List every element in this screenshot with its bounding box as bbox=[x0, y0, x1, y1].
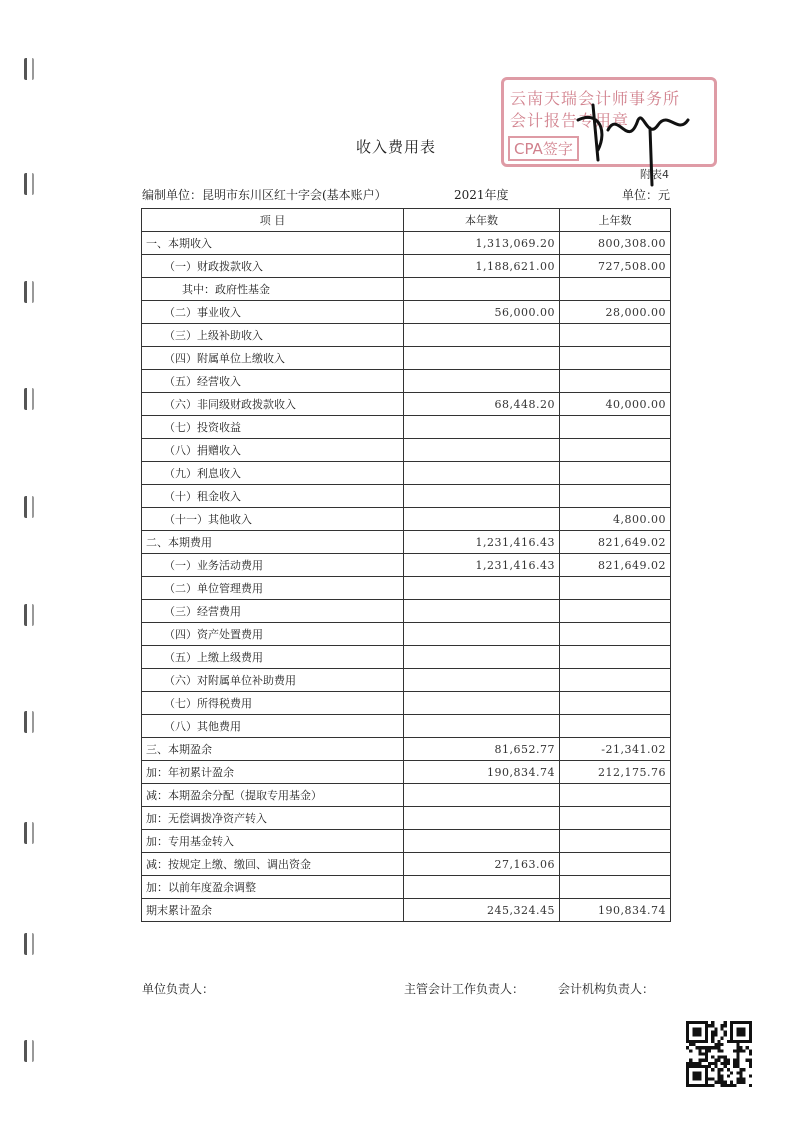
table-row bbox=[142, 669, 671, 692]
row-item-label: 减：按规定上缴、缴回、调出资金 bbox=[142, 853, 404, 876]
row-item-label: （十）租金收入 bbox=[142, 485, 404, 508]
row-previous-year-value bbox=[560, 278, 671, 301]
row-previous-year-value: -21,341.02 bbox=[560, 738, 671, 761]
row-current-year-value bbox=[404, 600, 560, 623]
table-row bbox=[142, 738, 671, 761]
table-row bbox=[142, 807, 671, 830]
table-row bbox=[142, 600, 671, 623]
row-current-year-value bbox=[404, 876, 560, 899]
qr-code-icon bbox=[686, 1021, 752, 1087]
row-previous-year-value bbox=[560, 623, 671, 646]
row-current-year-value: 1,313,069.20 bbox=[404, 232, 560, 255]
fiscal-year: 2021年度 bbox=[454, 188, 509, 202]
reporting-unit: 编制单位：昆明市东川区红十字会(基本账户） bbox=[142, 188, 387, 202]
table-row bbox=[142, 646, 671, 669]
row-previous-year-value bbox=[560, 347, 671, 370]
row-item-label: （七）所得税费用 bbox=[142, 692, 404, 715]
row-item-label: （一）业务活动费用 bbox=[142, 554, 404, 577]
row-previous-year-value: 4,800.00 bbox=[560, 508, 671, 531]
row-item-label: （三）经营费用 bbox=[142, 600, 404, 623]
row-item-label: （三）上级补助收入 bbox=[142, 324, 404, 347]
accounting-head-signature-label: 主管会计工作负责人： bbox=[404, 982, 525, 996]
row-current-year-value bbox=[404, 370, 560, 393]
row-previous-year-value bbox=[560, 692, 671, 715]
income-expense-table bbox=[141, 208, 671, 922]
row-previous-year-value: 40,000.00 bbox=[560, 393, 671, 416]
row-item-label: （六）对附属单位补助费用 bbox=[142, 669, 404, 692]
binding-mark bbox=[24, 604, 34, 626]
row-current-year-value bbox=[404, 347, 560, 370]
row-previous-year-value bbox=[560, 485, 671, 508]
binding-mark bbox=[24, 933, 34, 955]
row-item-label: （九）利息收入 bbox=[142, 462, 404, 485]
row-item-label: 加：专用基金转入 bbox=[142, 830, 404, 853]
row-item-label: 加：以前年度盈余调整 bbox=[142, 876, 404, 899]
row-previous-year-value bbox=[560, 416, 671, 439]
row-item-label: （五）经营收入 bbox=[142, 370, 404, 393]
table-row bbox=[142, 830, 671, 853]
row-item-label: （六）非同级财政拨款收入 bbox=[142, 393, 404, 416]
table-row bbox=[142, 623, 671, 646]
table-row bbox=[142, 531, 671, 554]
row-current-year-value bbox=[404, 646, 560, 669]
row-item-label: （八）其他费用 bbox=[142, 715, 404, 738]
row-previous-year-value bbox=[560, 324, 671, 347]
row-previous-year-value bbox=[560, 784, 671, 807]
row-current-year-value bbox=[404, 462, 560, 485]
table-row bbox=[142, 232, 671, 255]
row-previous-year-value bbox=[560, 462, 671, 485]
table-row bbox=[142, 899, 671, 922]
table-row bbox=[142, 554, 671, 577]
row-current-year-value bbox=[404, 439, 560, 462]
column-header-current-year: 本年数 bbox=[404, 209, 560, 232]
row-previous-year-value bbox=[560, 646, 671, 669]
binding-mark bbox=[24, 281, 34, 303]
table-row bbox=[142, 255, 671, 278]
stamp-seal-type: 会计报告专用章 bbox=[510, 111, 630, 130]
annex-label: 附表4 bbox=[640, 168, 669, 181]
row-item-label: 一、本期收入 bbox=[142, 232, 404, 255]
row-item-label: 其中：政府性基金 bbox=[142, 278, 404, 301]
row-item-label: （四）资产处置费用 bbox=[142, 623, 404, 646]
row-previous-year-value bbox=[560, 715, 671, 738]
row-current-year-value bbox=[404, 577, 560, 600]
row-current-year-value bbox=[404, 416, 560, 439]
column-header-item: 项 目 bbox=[142, 209, 404, 232]
table-row bbox=[142, 416, 671, 439]
binding-mark bbox=[24, 173, 34, 195]
row-current-year-value: 81,652.77 bbox=[404, 738, 560, 761]
row-previous-year-value: 212,175.76 bbox=[560, 761, 671, 784]
table-row bbox=[142, 853, 671, 876]
table-row bbox=[142, 508, 671, 531]
table-row bbox=[142, 324, 671, 347]
table-row bbox=[142, 876, 671, 899]
unit-head-signature-label: 单位负责人： bbox=[142, 982, 215, 996]
row-current-year-value bbox=[404, 485, 560, 508]
row-previous-year-value: 727,508.00 bbox=[560, 255, 671, 278]
row-previous-year-value: 821,649.02 bbox=[560, 531, 671, 554]
row-item-label: （二）事业收入 bbox=[142, 301, 404, 324]
row-previous-year-value: 28,000.00 bbox=[560, 301, 671, 324]
row-previous-year-value bbox=[560, 370, 671, 393]
table-row bbox=[142, 347, 671, 370]
row-current-year-value bbox=[404, 278, 560, 301]
row-item-label: 加：年初累计盈余 bbox=[142, 761, 404, 784]
row-previous-year-value bbox=[560, 830, 671, 853]
table-row bbox=[142, 761, 671, 784]
row-item-label: （四）附属单位上缴收入 bbox=[142, 347, 404, 370]
row-previous-year-value bbox=[560, 600, 671, 623]
table-row bbox=[142, 439, 671, 462]
binding-mark bbox=[24, 496, 34, 518]
stamp-cpa-signature-label: CPA签字 bbox=[508, 136, 579, 161]
currency-unit: 单位：元 bbox=[621, 188, 670, 202]
binding-mark bbox=[24, 58, 34, 80]
table-row bbox=[142, 715, 671, 738]
row-previous-year-value: 190,834.74 bbox=[560, 899, 671, 922]
row-previous-year-value bbox=[560, 876, 671, 899]
table-row bbox=[142, 485, 671, 508]
row-item-label: （五）上缴上级费用 bbox=[142, 646, 404, 669]
row-current-year-value bbox=[404, 324, 560, 347]
binding-mark bbox=[24, 822, 34, 844]
table-row bbox=[142, 278, 671, 301]
column-header-previous-year: 上年数 bbox=[560, 209, 671, 232]
table-row bbox=[142, 393, 671, 416]
table-row bbox=[142, 301, 671, 324]
table-row bbox=[142, 462, 671, 485]
row-item-label: （一）财政拨款收入 bbox=[142, 255, 404, 278]
row-current-year-value: 1,188,621.00 bbox=[404, 255, 560, 278]
row-current-year-value: 56,000.00 bbox=[404, 301, 560, 324]
row-current-year-value: 68,448.20 bbox=[404, 393, 560, 416]
page-title: 收入费用表 bbox=[355, 138, 436, 156]
row-item-label: 期末累计盈余 bbox=[142, 899, 404, 922]
row-current-year-value: 190,834.74 bbox=[404, 761, 560, 784]
binding-mark bbox=[24, 1040, 34, 1062]
row-current-year-value bbox=[404, 692, 560, 715]
row-current-year-value bbox=[404, 830, 560, 853]
row-current-year-value bbox=[404, 623, 560, 646]
row-item-label: 加：无偿调拨净资产转入 bbox=[142, 807, 404, 830]
row-current-year-value bbox=[404, 784, 560, 807]
agency-head-signature-label: 会计机构负责人： bbox=[558, 982, 655, 996]
stamp-firm-name: 云南天瑞会计师事务所 bbox=[510, 89, 681, 108]
table-row bbox=[142, 370, 671, 393]
table-header-row bbox=[142, 209, 671, 232]
row-previous-year-value: 821,649.02 bbox=[560, 554, 671, 577]
row-item-label: （八）捐赠收入 bbox=[142, 439, 404, 462]
row-current-year-value bbox=[404, 508, 560, 531]
table-row bbox=[142, 692, 671, 715]
binding-mark bbox=[24, 711, 34, 733]
row-item-label: 二、本期费用 bbox=[142, 531, 404, 554]
table-row bbox=[142, 577, 671, 600]
row-current-year-value: 245,324.45 bbox=[404, 899, 560, 922]
row-current-year-value: 1,231,416.43 bbox=[404, 531, 560, 554]
row-previous-year-value bbox=[560, 669, 671, 692]
row-item-label: （十一）其他收入 bbox=[142, 508, 404, 531]
row-current-year-value: 27,163.06 bbox=[404, 853, 560, 876]
row-current-year-value bbox=[404, 807, 560, 830]
row-item-label: （二）单位管理费用 bbox=[142, 577, 404, 600]
row-previous-year-value bbox=[560, 577, 671, 600]
row-item-label: 减：本期盈余分配（提取专用基金） bbox=[142, 784, 404, 807]
row-previous-year-value bbox=[560, 853, 671, 876]
row-previous-year-value: 800,308.00 bbox=[560, 232, 671, 255]
row-item-label: 三、本期盈余 bbox=[142, 738, 404, 761]
binding-mark bbox=[24, 388, 34, 410]
row-current-year-value bbox=[404, 669, 560, 692]
row-current-year-value: 1,231,416.43 bbox=[404, 554, 560, 577]
row-previous-year-value bbox=[560, 807, 671, 830]
row-item-label: （七）投资收益 bbox=[142, 416, 404, 439]
table-row bbox=[142, 784, 671, 807]
row-current-year-value bbox=[404, 715, 560, 738]
row-previous-year-value bbox=[560, 439, 671, 462]
